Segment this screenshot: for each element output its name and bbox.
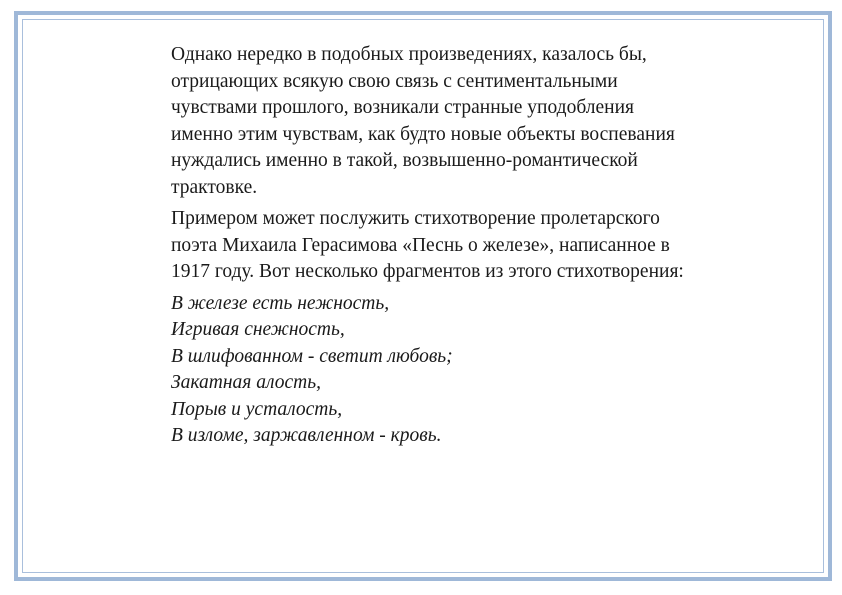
verse-line-6: В изломе, заржавленном - кровь. xyxy=(171,425,442,446)
paragraph-1: Однако нередко в подобных произведениях, казалось бы, отрицающих всякую свою связь с сентиментальными чувствами прошлого, возникали странные уподобления именно этим чувствам, как будто новые объекты воспевания нуждались именно в такой, возвышенно-романтической трактовке. xyxy=(171,44,675,198)
verse-line-2: Игривая снежность, xyxy=(171,319,345,340)
poem-fragment xyxy=(171,291,691,450)
verse-line-1: В железе есть нежность, xyxy=(171,292,390,314)
verse-line-3: В шлифованном - светит любовь; xyxy=(171,345,453,367)
document-body xyxy=(171,42,691,450)
paragraph-2: Примером может послужить стихотворение пролетарского поэта Михаила Герасимова «Песнь о железе», написанное в 1917 году. Вот несколько фрагментов из этого стихотворения: xyxy=(171,208,684,282)
verse-line-4: Закатная алость, xyxy=(171,372,321,393)
verse-line-5: Порыв и усталость, xyxy=(171,398,343,420)
